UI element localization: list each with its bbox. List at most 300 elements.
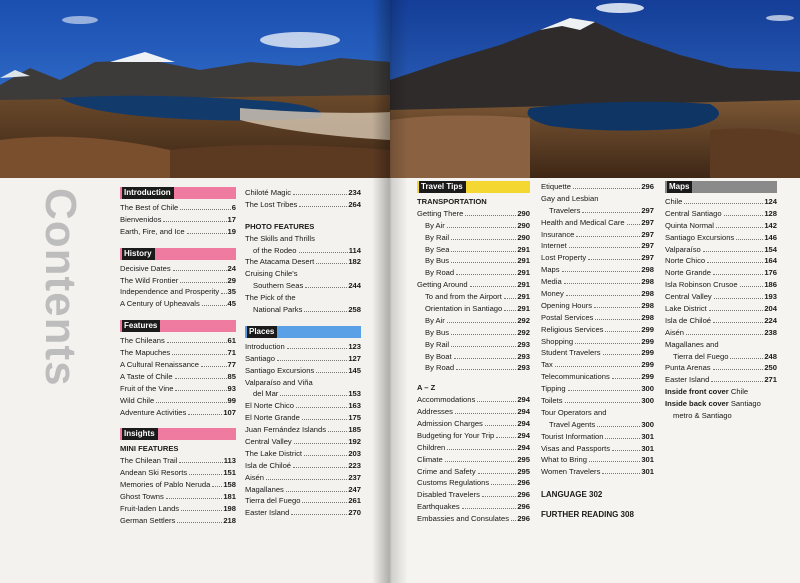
toc-entry[interactable] [541, 288, 654, 300]
toc-page-number: 224 [764, 315, 777, 325]
col2-top-list [245, 187, 361, 211]
toc-entry-title: Visas and Passports [541, 443, 611, 453]
toc-entry[interactable] [245, 424, 361, 436]
toc-entry-title: Health and Medical Care [541, 217, 625, 227]
toc-page-number: 290 [517, 208, 530, 218]
toc-entry[interactable] [417, 351, 530, 363]
dot-leader [602, 472, 640, 474]
toc-entry[interactable] [665, 208, 777, 220]
dot-leader [627, 223, 641, 225]
toc-page-number: 247 [348, 484, 361, 494]
inside-front-cover-map: Chile [728, 387, 749, 397]
toc-page-number: 270 [348, 508, 361, 518]
toc-entry[interactable] [541, 466, 654, 478]
toc-page-number: 238 [764, 327, 777, 337]
toc-entry[interactable] [245, 400, 361, 412]
toc-entry-title: Travel Agents [549, 419, 596, 429]
toc-entry-title: Embassies and Consulates [417, 514, 510, 524]
toc-entry[interactable] [541, 371, 654, 383]
toc-page-number: 218 [223, 515, 236, 525]
dot-leader [166, 497, 223, 499]
toc-page-number: 299 [641, 348, 654, 358]
toc-entry[interactable] [417, 255, 530, 267]
toc-entry[interactable] [417, 315, 530, 327]
dot-leader [445, 460, 517, 462]
maps-list-b [665, 362, 777, 386]
dot-leader [304, 454, 347, 456]
toc-entry[interactable] [120, 515, 236, 527]
toc-entry-skills[interactable] [245, 245, 361, 257]
dot-leader [511, 519, 516, 521]
toc-entry[interactable] [120, 503, 236, 515]
toc-entry[interactable] [245, 484, 361, 496]
toc-entry[interactable] [120, 395, 236, 407]
maps-header [665, 181, 777, 193]
toc-page-number: 293 [517, 339, 530, 349]
toc-entry-title: To and from the Airport [425, 292, 502, 302]
toc-entry[interactable] [417, 220, 530, 232]
dot-leader [447, 321, 516, 323]
toc-entry-title: Earthquakes [417, 502, 460, 512]
toc-entry-title: The Lake District [245, 448, 302, 458]
toc-page-number: 223 [348, 460, 361, 470]
contents-title-text: Contents [36, 188, 85, 387]
dot-leader [302, 418, 347, 420]
tips-list-c [541, 431, 654, 479]
dot-leader [305, 286, 347, 288]
toc-entry[interactable] [541, 324, 654, 336]
toc-page-number: 296 [517, 478, 530, 488]
inside-back-cover-entry[interactable] [665, 398, 777, 410]
toc-page-number: 193 [764, 292, 777, 302]
toc-page-number: 204 [764, 304, 777, 314]
toc-entry-title: National Parks [253, 305, 303, 315]
toc-entry-title: Disabled Travelers [417, 490, 480, 500]
insights-list [120, 455, 236, 526]
toc-page-number: 296 [641, 182, 654, 191]
dot-leader [179, 461, 222, 463]
dot-leader [605, 330, 640, 332]
dot-leader [447, 448, 516, 450]
left-page [0, 0, 390, 583]
toc-entry[interactable] [245, 472, 361, 484]
toc-entry-title: By Bus [425, 256, 450, 266]
toc-entry-title: Chiloté Magic [245, 188, 292, 197]
toc-entry[interactable] [245, 187, 361, 199]
history-heading: History [122, 248, 155, 260]
toc-entry[interactable] [541, 312, 654, 324]
toc-page-number: 301 [641, 443, 654, 453]
toc-page-number: 123 [348, 341, 361, 351]
dot-leader [714, 297, 764, 299]
left-photo-illustration [0, 0, 390, 178]
toc-entry[interactable] [417, 394, 530, 406]
toc-entry[interactable] [120, 335, 236, 347]
toc-entry-tour-operators[interactable] [541, 419, 654, 431]
contents-vertical-title [36, 188, 85, 387]
toc-page-number: 292 [517, 327, 530, 337]
dot-leader [703, 250, 764, 252]
toc-page-number: 297 [641, 229, 654, 239]
dot-leader [177, 521, 222, 523]
toc-entry[interactable] [541, 347, 654, 359]
inside-back-cover-map: Santiago [728, 399, 761, 409]
toc-page-number: 151 [223, 468, 236, 478]
toc-entry-title: By Sea [425, 244, 450, 254]
toc-entry[interactable] [417, 442, 530, 454]
toc-entry-title: Lake District [665, 304, 707, 314]
toc-page-number: 291 [517, 280, 530, 290]
toc-entry-title: Telecommunications [541, 372, 610, 382]
toc-page-number: 299 [641, 336, 654, 346]
toc-entry[interactable] [417, 362, 530, 374]
dot-leader [451, 345, 516, 347]
toc-entry-title: The Best of Chile [120, 203, 179, 212]
toc-entry[interactable] [665, 291, 777, 303]
history-list [120, 263, 236, 311]
toc-entry-cruising[interactable] [245, 280, 361, 292]
toc-page-number: 291 [517, 256, 530, 266]
dot-leader [709, 309, 764, 311]
toc-entry-title: By Rail [425, 232, 450, 242]
toc-page-number: 181 [223, 492, 236, 502]
getting-around-list [417, 291, 530, 374]
toc-page-number: 17 [227, 214, 236, 224]
toc-entry[interactable] [541, 240, 654, 252]
toc-entry[interactable] [541, 336, 654, 348]
toc-entry[interactable] [417, 501, 530, 513]
toc-entry[interactable] [120, 455, 236, 467]
introduction-section [120, 187, 236, 238]
toc-entry-title: Memories of Pablo Neruda [120, 480, 211, 490]
dot-leader [172, 353, 226, 355]
toc-entry[interactable] [120, 359, 236, 371]
toc-page-number: 293 [517, 351, 530, 361]
toc-entry-title: By Air [425, 315, 445, 325]
insights-section [120, 428, 236, 526]
toc-entry[interactable] [120, 371, 236, 383]
toc-entry[interactable] [417, 327, 530, 339]
travel-tips-header [417, 181, 530, 193]
places-section [245, 326, 361, 519]
dot-leader [566, 294, 641, 296]
dot-leader [277, 359, 347, 361]
dot-leader [482, 495, 516, 497]
dot-leader [296, 406, 347, 408]
toc-entry-title: del Mar [253, 389, 279, 399]
dot-leader [454, 357, 517, 359]
toc-entry-title: The Atacama Desert [245, 257, 315, 267]
toc-entry-title: Crime and Safety [417, 466, 476, 476]
toc-entry-title: The Chilean Trail [120, 456, 178, 466]
toc-page-number: 291 [517, 268, 530, 278]
dot-leader [455, 412, 516, 414]
toc-page-number: 185 [348, 425, 361, 435]
toc-entry[interactable] [245, 412, 361, 424]
toc-page-number: 192 [348, 437, 361, 447]
toc-entry[interactable] [120, 263, 236, 275]
toc-entry-national-parks[interactable] [245, 304, 361, 316]
getting-there-list [417, 220, 530, 279]
toc-entry[interactable] [417, 454, 530, 466]
toc-entry-title: Fruit of the Vine [120, 383, 174, 393]
toc-entry-magallanes-map[interactable] [665, 351, 777, 363]
toc-entry-title: Central Valley [245, 437, 292, 447]
toc-entry-title: Travelers [549, 205, 581, 215]
toc-entry[interactable] [245, 436, 361, 448]
toc-page-number: 298 [641, 300, 654, 310]
toc-entry[interactable] [665, 315, 777, 327]
toc-page-number: 71 [227, 348, 236, 358]
toc-entry[interactable] [665, 196, 777, 208]
toc-entry-title: The Chileans [120, 336, 165, 346]
toc-page-number: 301 [641, 455, 654, 465]
toc-page-number: 295 [517, 466, 530, 476]
toc-entry[interactable] [665, 232, 777, 244]
toc-page-number: 145 [348, 365, 361, 375]
toc-entry-title: Norte Chico [665, 256, 706, 266]
toc-page-number: 127 [348, 353, 361, 363]
toc-page-number: 300 [641, 384, 654, 394]
toc-entry-title: El Norte Chico [245, 401, 294, 411]
toc-entry[interactable] [541, 300, 654, 312]
toc-entry[interactable] [665, 303, 777, 315]
dot-leader [293, 193, 347, 195]
toc-entry-valparaiso[interactable] [245, 388, 361, 400]
toc-entry-title: The Wild Frontier [120, 275, 179, 285]
dot-leader [299, 251, 348, 253]
toc-entry-language[interactable]: LANGUAGE 302 [541, 490, 603, 500]
toc-entry-title: Santiago Excursions [245, 365, 315, 375]
toc-page-number: 294 [517, 442, 530, 452]
places-header [245, 326, 361, 338]
toc-page-number: 290 [517, 232, 530, 242]
dot-leader [595, 318, 640, 320]
toc-entry[interactable] [541, 264, 654, 276]
toc-entry-title: Shopping [541, 336, 574, 346]
photo-features-subheading: PHOTO FEATURES [245, 221, 315, 231]
dot-leader [478, 472, 517, 474]
dot-leader [175, 377, 227, 379]
toc-entry-title: The Lost Tribes [245, 199, 298, 209]
toc-page-number: 296 [517, 502, 530, 512]
toc-page-number: 301 [641, 431, 654, 441]
dot-leader [451, 250, 516, 252]
toc-entry[interactable] [120, 226, 236, 238]
toc-entry-title: El Norte Grande [245, 413, 300, 423]
toc-page-number: 107 [223, 407, 236, 417]
dot-leader [612, 377, 641, 379]
toc-entry[interactable] [245, 460, 361, 472]
dot-leader [447, 226, 516, 228]
toc-entry[interactable] [665, 362, 777, 374]
toc-entry[interactable] [245, 199, 361, 211]
toc-page-number: 186 [764, 280, 777, 290]
right-column-1 [417, 181, 530, 525]
dot-leader [202, 304, 227, 306]
maps-heading: Maps [667, 181, 692, 193]
toc-entry-title: A Taste of Chile [120, 371, 173, 381]
toc-entry[interactable] [120, 214, 236, 226]
toc-entry[interactable] [541, 383, 654, 395]
right-page [390, 0, 800, 583]
toc-entry[interactable] [245, 365, 361, 377]
left-column-2 [245, 187, 361, 529]
toc-page-number: 294 [517, 430, 530, 440]
toc-entry[interactable] [417, 267, 530, 279]
toc-entry-title: Easter Island [665, 375, 710, 385]
places-heading: Places [247, 326, 277, 338]
toc-entry[interactable] [417, 477, 530, 489]
toc-entry[interactable] [120, 275, 236, 287]
toc-page-number: 294 [517, 419, 530, 429]
dot-leader [568, 389, 641, 391]
toc-entry-title: Aisén [245, 472, 264, 482]
toc-entry[interactable] [120, 202, 236, 214]
toc-entry[interactable] [120, 491, 236, 503]
dot-leader [175, 389, 226, 391]
toc-page-number: 154 [764, 244, 777, 254]
toc-entry[interactable] [665, 267, 777, 279]
toc-page-number: 296 [517, 490, 530, 500]
toc-page-number: 295 [517, 454, 530, 464]
toc-entry[interactable] [541, 443, 654, 455]
toc-page-number: 124 [764, 197, 777, 206]
toc-entry[interactable] [541, 454, 654, 466]
toc-entry[interactable] [245, 495, 361, 507]
toc-entry[interactable] [120, 298, 236, 310]
toc-page-number: 114 [348, 245, 361, 255]
toc-entry-title: Accommodations [417, 395, 476, 405]
dot-leader [291, 513, 347, 515]
toc-entry[interactable] [541, 395, 654, 407]
toc-entry-skills-line1: The Skills and Thrills [245, 233, 315, 243]
toc-page-number: 93 [227, 383, 236, 393]
toc-entry-title: Internet [541, 241, 567, 251]
toc-entry[interactable] [245, 341, 361, 353]
toc-entry-gay-lesbian[interactable] [541, 205, 654, 217]
toc-entry-getting-there[interactable] [417, 208, 530, 220]
left-column-1 [120, 187, 236, 537]
inside-front-cover-label: Inside front cover [665, 387, 729, 397]
toc-entry-title: By Boat [425, 351, 452, 361]
toc-entry[interactable] [541, 276, 654, 288]
maps-list-a [665, 196, 777, 339]
toc-entry[interactable] [245, 448, 361, 460]
toc-entry-title: By Road [425, 268, 455, 278]
toc-entry[interactable] [417, 489, 530, 501]
toc-entry[interactable] [417, 339, 530, 351]
toc-entry-further-reading[interactable]: FURTHER READING 308 [541, 510, 634, 520]
toc-entry-atacama[interactable] [245, 256, 361, 268]
toc-entry[interactable] [541, 217, 654, 229]
toc-page-number: 35 [227, 287, 236, 297]
tips-list-b [541, 217, 654, 407]
toc-page-number: 293 [517, 363, 530, 373]
toc-page-number: 142 [764, 220, 777, 230]
dot-leader [491, 483, 516, 485]
toc-page-number: 294 [517, 395, 530, 405]
toc-page-number: 99 [227, 395, 236, 405]
toc-entry[interactable] [120, 407, 236, 419]
dot-leader [684, 202, 763, 204]
toc-page-number: 297 [641, 217, 654, 227]
toc-entry-title: Southern Seas [253, 281, 304, 291]
dot-leader [156, 401, 226, 403]
toc-entry-title: Religious Services [541, 324, 604, 334]
features-heading: Features [122, 320, 160, 332]
toc-entry-title: Children [417, 442, 446, 452]
toc-entry[interactable] [245, 353, 361, 365]
toc-entry[interactable] [417, 430, 530, 442]
toc-entry[interactable] [665, 374, 777, 386]
toc-page-number: 113 [223, 456, 236, 466]
toc-entry-title: Tipping [541, 384, 566, 394]
toc-entry[interactable] [665, 244, 777, 256]
toc-entry[interactable] [541, 431, 654, 443]
toc-entry[interactable] [417, 291, 530, 303]
toc-entry[interactable] [120, 467, 236, 479]
toc-entry[interactable] [417, 244, 530, 256]
toc-entry[interactable] [417, 513, 530, 525]
dot-leader [280, 394, 347, 396]
toc-entry[interactable] [665, 279, 777, 291]
dot-leader [713, 368, 764, 370]
toc-entry[interactable] [541, 252, 654, 264]
toc-entry-title: Climate [417, 454, 443, 464]
toc-page-number: 29 [227, 275, 236, 285]
toc-entry-title: Santiago [245, 353, 275, 363]
introduction-list [120, 202, 236, 238]
toc-entry[interactable] [417, 406, 530, 418]
toc-entry[interactable] [245, 507, 361, 519]
dot-leader [565, 401, 641, 403]
dot-leader [730, 357, 763, 359]
history-section [120, 248, 236, 311]
toc-page-number: 261 [348, 496, 361, 506]
toc-entry-title: By Rail [425, 339, 450, 349]
toc-entry-title: Tourist Information [541, 431, 604, 441]
toc-entry[interactable] [665, 255, 777, 267]
toc-entry-title: Orientation in Santiago [425, 304, 503, 314]
transportation-subheading: TRANSPORTATION [417, 197, 487, 206]
dot-leader [201, 365, 227, 367]
inside-front-cover-entry[interactable] [665, 386, 777, 398]
features-list [120, 335, 236, 418]
toc-entry-pick-line1: The Pick of the [245, 293, 296, 303]
toc-entry[interactable] [541, 181, 654, 193]
toc-entry[interactable] [417, 418, 530, 430]
toc-entry[interactable] [541, 229, 654, 241]
toc-entry[interactable] [665, 220, 777, 232]
toc-entry-getting-around[interactable] [417, 279, 530, 291]
toc-entry[interactable] [120, 479, 236, 491]
toc-entry[interactable] [417, 303, 530, 315]
toc-entry[interactable] [120, 286, 236, 298]
toc-entry[interactable] [665, 327, 777, 339]
inside-back-cover-label: Inside back cover [665, 399, 729, 409]
toc-page-number: 153 [348, 389, 361, 399]
toc-entry[interactable] [541, 359, 654, 371]
toc-entry[interactable] [417, 232, 530, 244]
toc-entry[interactable] [120, 383, 236, 395]
toc-entry[interactable] [120, 347, 236, 359]
toc-page-number: 176 [764, 268, 777, 278]
dot-leader [576, 235, 640, 237]
toc-entry[interactable] [417, 466, 530, 478]
toc-page-number: 198 [223, 503, 236, 513]
right-photo-illustration [390, 0, 800, 178]
